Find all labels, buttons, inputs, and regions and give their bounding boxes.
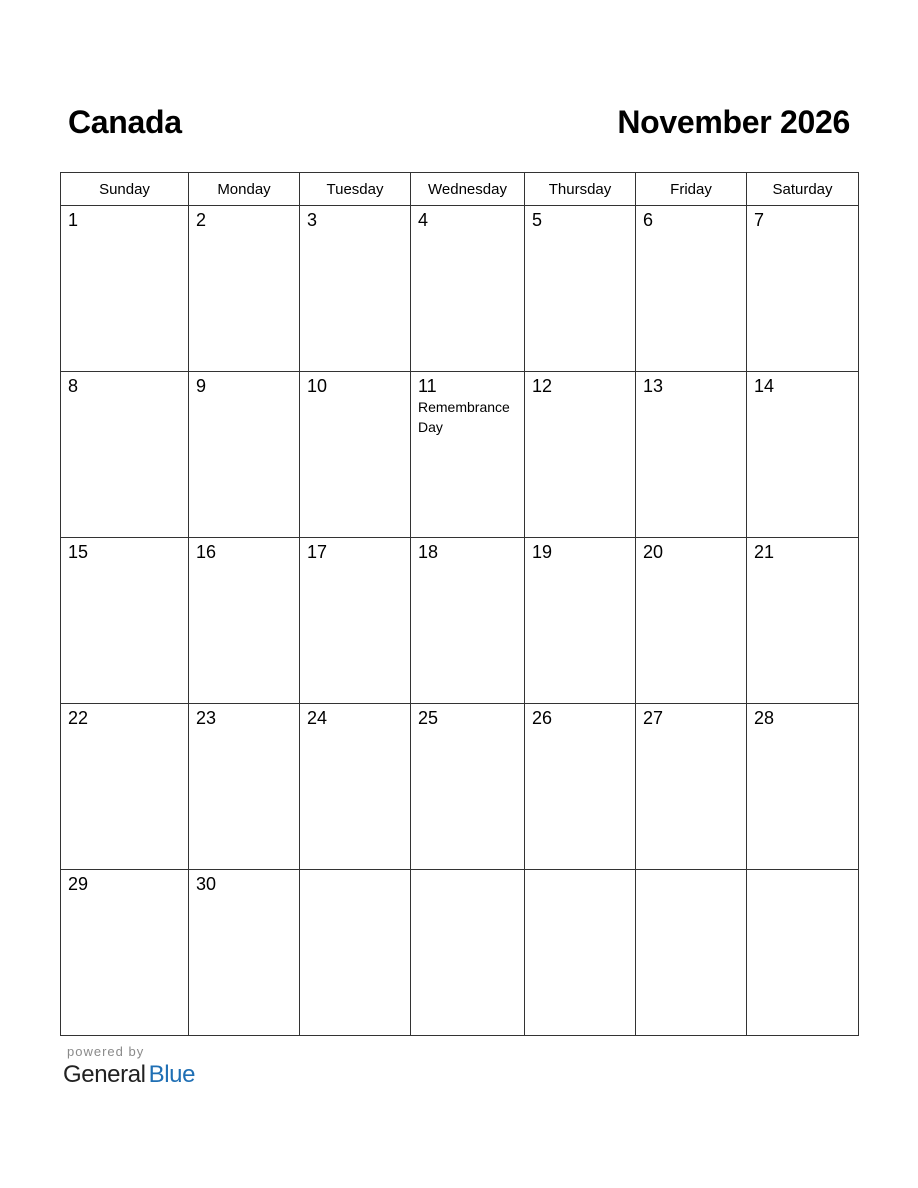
day-cell <box>525 372 636 538</box>
day-cell <box>61 704 189 870</box>
day-cell <box>61 372 189 538</box>
day-number: 11 <box>418 376 437 396</box>
day-number: 30 <box>196 874 217 894</box>
weekday-monday: Monday <box>189 173 300 206</box>
day-cell-empty <box>411 870 525 1036</box>
day-cell <box>189 206 300 372</box>
day-number: 7 <box>754 210 765 230</box>
day-cell <box>189 372 300 538</box>
day-cell <box>411 704 525 870</box>
day-number: 1 <box>68 210 79 230</box>
day-number: 24 <box>307 708 328 728</box>
day-cell-holiday <box>411 372 525 538</box>
day-cell <box>189 538 300 704</box>
day-cell <box>747 206 859 372</box>
day-cell <box>411 206 525 372</box>
weekday-sunday: Sunday <box>61 173 189 206</box>
week-row-4 <box>61 704 859 870</box>
day-cell <box>636 206 747 372</box>
weekday-header-row <box>61 173 859 206</box>
month-year-title: November 2026 <box>617 104 850 140</box>
day-number: 12 <box>532 376 553 396</box>
country-title: Canada <box>68 104 182 140</box>
day-number: 27 <box>643 708 664 728</box>
day-cell-empty <box>747 870 859 1036</box>
day-cell <box>636 372 747 538</box>
day-cell <box>300 206 411 372</box>
day-number: 10 <box>307 376 328 396</box>
day-number <box>300 870 410 874</box>
day-number: 15 <box>68 542 89 562</box>
day-cell <box>747 538 859 704</box>
day-number: 4 <box>418 210 429 230</box>
day-number: 2 <box>196 210 207 230</box>
day-cell <box>411 538 525 704</box>
day-number: 8 <box>68 376 79 396</box>
day-number: 26 <box>532 708 553 728</box>
day-cell <box>525 704 636 870</box>
day-number: 3 <box>307 210 318 230</box>
day-cell <box>636 538 747 704</box>
day-number: 19 <box>532 542 553 562</box>
day-number: 13 <box>643 376 664 396</box>
day-cell <box>189 870 300 1036</box>
day-number: 25 <box>418 708 439 728</box>
day-cell <box>300 704 411 870</box>
day-number: 28 <box>754 708 775 728</box>
powered-by-text: powered by <box>67 1044 145 1059</box>
day-cell <box>636 704 747 870</box>
day-cell <box>61 538 189 704</box>
day-number: 5 <box>532 210 543 230</box>
weekday-saturday: Saturday <box>747 173 859 206</box>
weekday-wednesday: Wednesday <box>411 173 525 206</box>
day-cell <box>61 870 189 1036</box>
day-number: 17 <box>307 542 328 562</box>
day-number: 23 <box>196 708 217 728</box>
day-number: 6 <box>643 210 654 230</box>
day-cell <box>189 704 300 870</box>
day-number: 22 <box>68 708 89 728</box>
day-cell <box>300 538 411 704</box>
holiday-label: Remembrance Day <box>418 399 510 435</box>
day-number <box>747 870 858 874</box>
brand-logo <box>63 1061 195 1089</box>
week-row-1 <box>61 206 859 372</box>
day-cell-empty <box>636 870 747 1036</box>
weekday-thursday: Thursday <box>525 173 636 206</box>
weekday-tuesday: Tuesday <box>300 173 411 206</box>
day-number: 29 <box>68 874 89 894</box>
day-number: 18 <box>418 542 439 562</box>
day-number: 14 <box>754 376 775 396</box>
week-row-3 <box>61 538 859 704</box>
weekday-friday: Friday <box>636 173 747 206</box>
day-number: 16 <box>196 542 217 562</box>
day-cell-empty <box>300 870 411 1036</box>
day-number: 9 <box>196 376 207 396</box>
day-cell <box>525 538 636 704</box>
day-number: 21 <box>754 542 775 562</box>
day-number: 20 <box>643 542 664 562</box>
week-row-2 <box>61 372 859 538</box>
brand-general-text: General <box>63 1061 146 1088</box>
day-cell-empty <box>525 870 636 1036</box>
day-cell <box>747 704 859 870</box>
footer-branding <box>63 1044 195 1089</box>
day-cell <box>525 206 636 372</box>
day-number <box>411 870 524 874</box>
brand-blue-text: Blue <box>148 1061 196 1088</box>
calendar-grid <box>60 172 859 1036</box>
day-cell <box>747 372 859 538</box>
day-cell <box>61 206 189 372</box>
day-number <box>636 870 746 874</box>
day-number <box>525 870 635 874</box>
day-cell <box>300 372 411 538</box>
week-row-5 <box>61 870 859 1036</box>
